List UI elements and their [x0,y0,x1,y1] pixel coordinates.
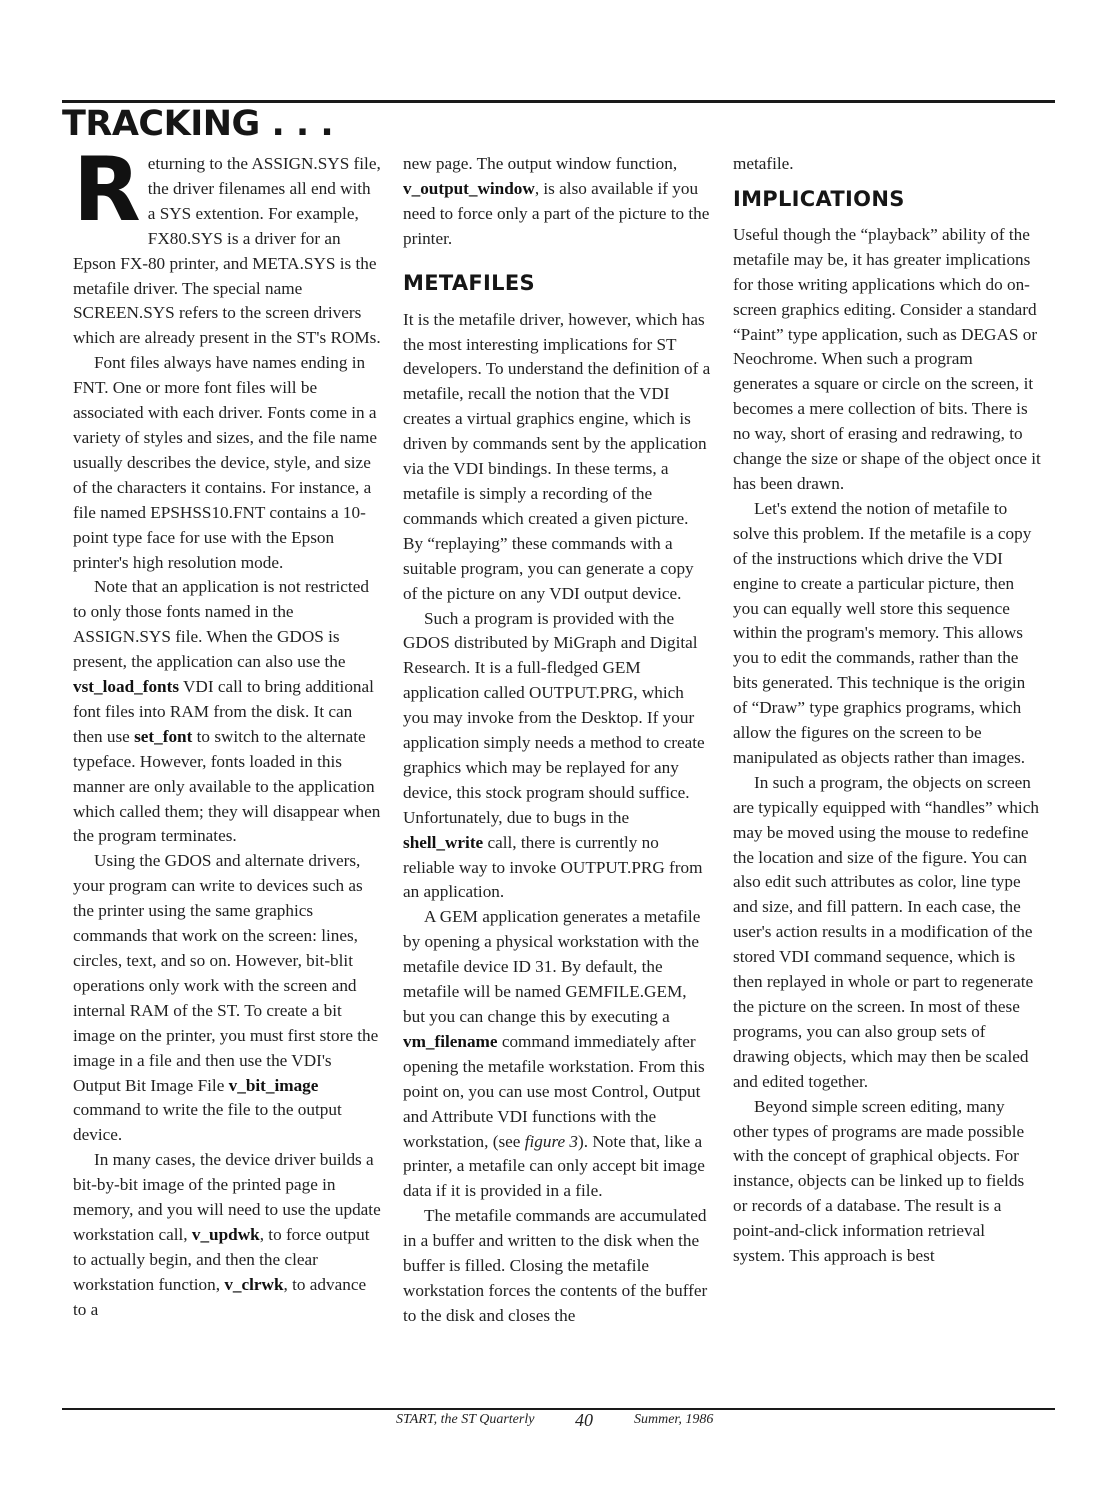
footer-issue: Summer, 1986 [634,1412,714,1427]
paragraph-text: eturning to the ASSIGN.SYS file, the driver filenames all end with a SYS extention. For example, FX80.SYS is a driver for an Epson FX-80 printer, and META.SYS is the metafile driver. The special name SCREEN.SYS refers to the screen drivers which are already present in the ST's ROMs. [73,154,381,348]
column-2 [403,152,711,1329]
paragraph [73,849,381,1148]
paragraph: It is the metafile driver, however, which has the most interesting implications for ST developers. To understand the definition of a metafile, recall the notion that the VDI creates a virtual graphics engine, which is driven by commands sent by the application via the VDI bindings. In these terms, a metafile is simply a recording of the commands which created a given picture. By “replaying” these commands with a suitable program, you can generate a copy of the picture on any VDI output device. [403,309,711,603]
function-name: vm_filename [403,1031,498,1051]
top-rule [62,100,1055,103]
paragraph [73,138,381,351]
function-name: shell_write [403,832,484,852]
function-name: v_updwk [191,1224,260,1244]
paragraph-text: , to advance to a [73,1274,367,1319]
function-name: v_clrwk [224,1274,284,1294]
paragraph-text: command to write the file to the output device. [73,1100,342,1145]
page-number: 40 [575,1410,593,1430]
paragraph [73,575,381,849]
paragraph-text: , to force output to actually begin, and then the clear workstation function, [73,1224,370,1294]
paragraph [403,607,711,906]
paragraph [403,152,711,252]
paragraph-text: VDI call to bring additional font files into RAM from the disk. It can then use [73,677,374,746]
section-heading-implications: IMPLICATIONS [733,186,905,211]
paragraph-text: call, there is currently no reliable way to invoke OUTPUT.PRG from an application. [403,832,703,902]
paragraph-text: ). Note that, like a printer, a metafile can only accept bit image data if it is provided in a file. [403,1131,705,1201]
paragraph-text: , is also available if you need to force only a part of the picture to the printer. [403,178,710,248]
paragraph: Let's extend the notion of metafile to solve this problem. If the metafile is a copy of the instructions which drive the VDI engine to create a particular picture, then you can equally well store this sequence within the program's memory. This allows you to edit the commands, rather than the bits generated. This technique is the origin of “Draw” type graphics programs, which allow the figures on the screen to be manipulated as objects rather than images. [733,498,1032,767]
paragraph: The metafile commands are accumulated in a buffer and written to the disk when the buffer is filled. Closing the metafile workstation forces the contents of the buffer to the disk and closes the [403,1206,708,1325]
column-1 [73,138,381,1323]
paragraph: Beyond simple screen editing, many other types of programs are made possible with the concept of graphical objects. For instance, objects can be linked up to fields or records of a database. The result is a point-and-click information retrieval system. This approach is best [733,1096,1025,1266]
figure-reference: figure 3 [524,1131,579,1151]
paragraph-text: to switch to the alternate typeface. However, fonts loaded in this manner are only available to the application which called them; they will disappear when the program terminates. [73,726,381,846]
paragraph-text: Note that an application is not restricted to only those fonts named in the ASSIGN.SYS file. When the GDOS is present, the application can also use the [73,577,369,672]
paragraph-text: A GEM application generates a metafile by opening a physical workstation with the metafile device ID 31. By default, the metafile will be named GEMFILE.GEM, but you can change this by executing a [403,907,701,1026]
column-3 [733,152,1041,1269]
paragraph: metafile. [733,154,794,173]
page-title: TRACKING . . . [62,104,334,144]
paragraph: Useful though the “playback” ability of the metafile may be, it has greater implications for those writing applications which do on-screen graphics editing. Consider a standard “Paint” type application, such as DEGAS or Neochrome. When such a program generates a square or circle on the screen, it becomes a mere collection of bits. There is no way, short of erasing and redrawing, to change the size or shape of the object once it has been drawn. [733,224,1041,493]
bottom-rule [62,1408,1055,1410]
function-name: vst_load_fonts [73,677,180,697]
section-heading-metafiles: METAFILES [403,270,535,295]
paragraph-text: Using the GDOS and alternate drivers, your program can write to devices such as the printer using the same graphics commands that work on the screen: lines, circles, text, and so on. However, bit-blit operations only work with the screen and internal RAM of the ST. To create a bit image on the printer, you must first store the image in a file and then use the VDI's Output Bit Image File [73,851,379,1095]
paragraph-text: In many cases, the device driver builds a bit-by-bit image of the printed page in memory, and you will need to use the update workstation call, [73,1150,381,1244]
paragraph-text: Such a program is provided with the GDOS distributed by MiGraph and Digital Research. It is a full-fledged GEM application called OUTPUT.PRG, which you may invoke from the Desktop. If your application simply needs a method to create graphics which may be replayed for any device, this stock program should suffice. Unfortunately, due to bugs in the [403,608,705,827]
paragraph [403,905,711,1204]
drop-cap: R [73,138,141,241]
paragraph [73,1148,381,1322]
paragraph-text: new page. The output window function, [403,154,678,173]
paragraph-text: command immediately after opening the metafile workstation. From this point on, you can use most Control, Output and Attribute VDI functions with the workstation, (see [403,1031,705,1151]
paragraph: Font files always have names ending in FNT. One or more font files will be associated with each driver. Fonts come in a variety of styles and sizes, and the file name usually describes the device, style, and size of the characters it contains. For instance, a file named EPSHSS10.FNT contains a 10-point type face for use with the Epson printer's high resolution mode. [73,353,378,572]
function-name: v_output_window [403,178,535,198]
function-name: v_bit_image [228,1075,319,1095]
paragraph: In such a program, the objects on screen are typically equipped with “handles” which may be moved using the mouse to redefine the location and size of the figure. You can also edit such attributes as color, line type and size, and fill pattern. In each case, the user's action results in a modification of the stored VDI command sequence, which is then replayed in whole or part to regenerate the picture on the screen. In most of these programs, you can also group sets of drawing objects, which may then be scaled and edited together. [733,772,1039,1091]
footer-publication: START, the ST Quarterly [396,1412,535,1427]
function-name: set_font [134,726,193,746]
